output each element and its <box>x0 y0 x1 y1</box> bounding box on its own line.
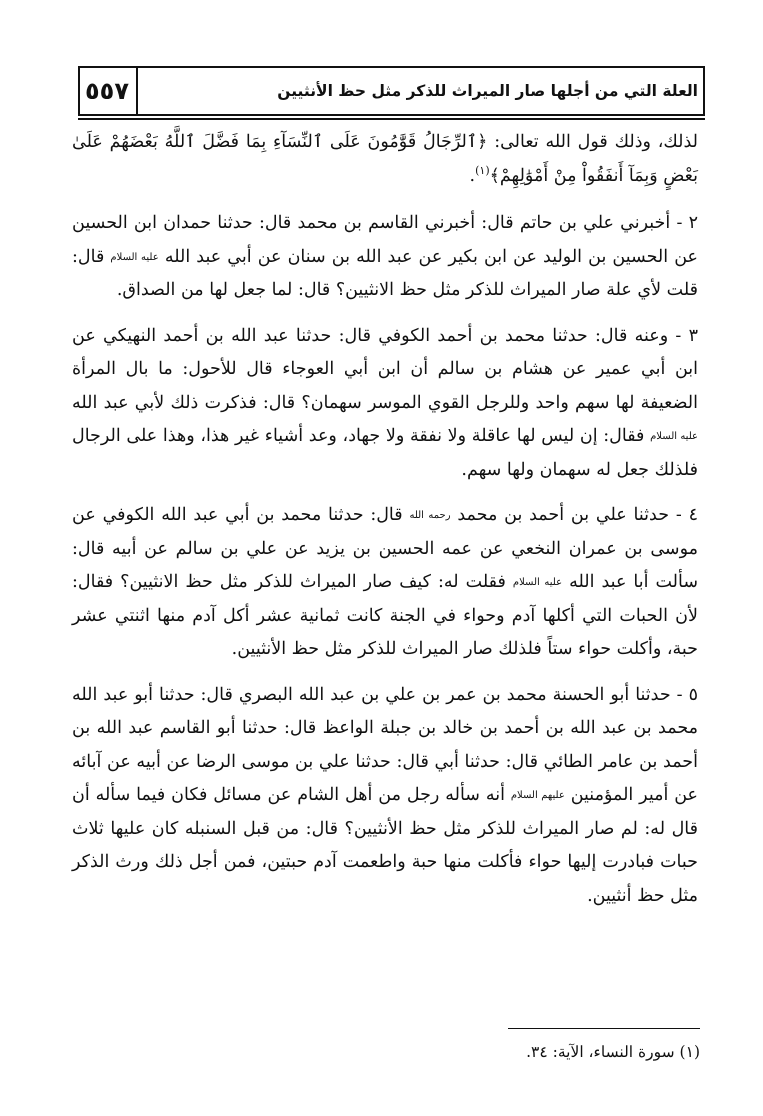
running-title: العلة التي من أجلها صار الميراث للذكر مثل حظ الأنثيين <box>277 82 698 100</box>
paragraph-1-lead: لذلك، وذلك قول الله تعالى: <box>487 132 699 152</box>
header-rule <box>78 118 705 120</box>
footnote: (١) سورة النساء، الآية: ٣٤. <box>526 1043 700 1061</box>
honorific-glyph: عليهم السلام <box>510 790 565 801</box>
paragraph-2-text-2: قال: قلت لأي علة صار الميراث للذكر مثل حظ الانثيين؟ قال: لما جعل لها من الصداق. <box>72 246 698 300</box>
paragraph-5-text-2: أنه سأله رجل من أهل الشام عن مسائل فكان فيما سأله أن قال له: لم صار الميراث للذكر مثل حظ الأنثيين؟ قال: من قبل السنبله كان عليها ثلاث حبات فبادرت إليها حواء فأكلت منها حبة واطعمت آدم حبتين، فمن أجل ذلك ورث الذكر مثل حظ أنثيين. <box>72 785 698 906</box>
paragraph-2 <box>72 207 698 308</box>
honorific-glyph: عليه السلام <box>650 431 698 442</box>
footnote-reference: (١) <box>475 163 490 177</box>
paragraph-3-text-2: فقال: إن ليس لها عاقلة ولا نفقة ولا جهاد، وعد أشياء غير هذا، وهذا على الرجال فلذلك جعل له سهمان ولها سهم. <box>72 426 698 480</box>
paragraph-4-text-3: فقلت له: كيف صار الميراث للذكر مثل حظ الانثيين؟ فقال: لأن الحبات التي أكلها آدم وحواء في الجنة كانت ثمانية عشر أكل آدم منها اثنتي عشر حبة، وأكلت حواء ستاً فلذلك صار الميراث للذكر مثل حظ الأنثيين. <box>72 572 698 659</box>
paragraph-5-text: ٥ - حدثنا أبو الحسنة محمد بن عمر بن علي بن عبد الله البصري قال: حدثنا أبو عبد الله محمد بن عبد الله بن أحمد بن خالد بن جبلة الواعظ قال: حدثنا أبو القاسم عبد الله بن أحمد بن عامر الطائي قال: حدثنا أبي قال: حدثنا علي بن موسى الرضا عن أبيه عن آبائه عن أمير المؤمنين <box>72 684 698 805</box>
paragraph-4-text: ٤ - حدثنا علي بن أحمد بن محمد <box>457 505 698 525</box>
honorific-glyph: رحمه الله <box>409 510 451 521</box>
paragraph-2-text: ٢ - أخبرني علي بن حاتم قال: أخبرني القاسم بن محمد قال: حدثنا حمدان ابن الحسين عن الحسين بن الوليد عن ابن بكير عن عبد الله بن سنان عن أبي عبد الله <box>72 213 698 267</box>
paragraph-3 <box>72 320 698 488</box>
body-text <box>72 126 698 925</box>
paragraph-1-tail: . <box>469 165 476 186</box>
paragraph-4-text-2: قال: حدثنا محمد بن أبي عبد الله الكوفي عن موسى بن عمران النخعي عن عمه الحسين بن يزيد عن علي بن سالم عن أبيه قال: سألت أبا عبد الله <box>72 505 698 592</box>
honorific-glyph: عليه السلام <box>110 251 159 263</box>
paragraph-4 <box>72 499 698 667</box>
paragraph-5 <box>72 679 698 914</box>
honorific-glyph: عليه السلام <box>512 577 563 588</box>
footnote-rule <box>508 1028 700 1029</box>
paragraph-1 <box>72 126 698 193</box>
page-number: ٥٥٧ <box>78 66 138 116</box>
quran-verse: ﴿ٱلرِّجَالُ قَوَّٰمُونَ عَلَى ٱلنِّسَآءِ بِمَا فَضَّلَ ٱللَّهُ بَعْضَهُمْ عَلَىٰ بَعْضٍ وَبِمَآ أَنفَقُواْ مِنْ أَمْوَٰلِهِمْ﴾ <box>72 132 698 186</box>
paragraph-3-text: ٣ - وعنه قال: حدثنا محمد بن أحمد الكوفي قال: حدثنا عبد الله بن أحمد النهيكي عن ابن أبي عمير عن هشام بن سالم أن ابن أبي العوجاء قال للأحول: ما بال المرأة الضعيفة لها سهم واحد وللرجل القوي الموسر سهمان؟ قال: فذكرت ذلك لأبي عبد الله <box>72 325 698 413</box>
